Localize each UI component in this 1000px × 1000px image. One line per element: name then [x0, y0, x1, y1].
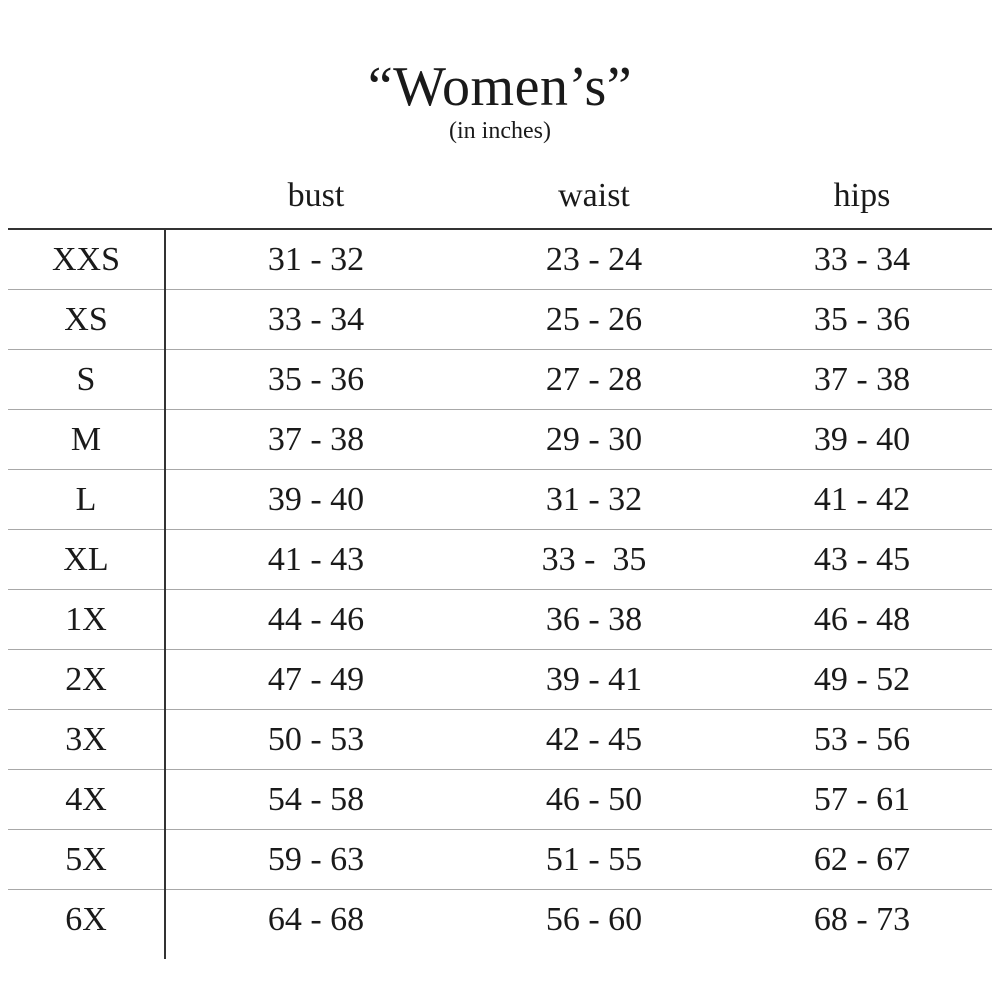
cell-hips: 39 - 40: [813, 421, 911, 458]
cell-bust: 64 - 68: [267, 901, 365, 938]
cell-size: XS: [64, 301, 108, 338]
page-subtitle: (in inches): [449, 118, 551, 144]
cell-waist: 39 - 41: [545, 661, 643, 698]
cell-waist: 56 - 60: [545, 901, 643, 938]
cell-hips: 43 - 45: [813, 541, 911, 578]
cell-waist: 25 - 26: [545, 301, 643, 338]
cell-size: 3X: [65, 721, 107, 758]
cell-bust: 37 - 38: [267, 421, 365, 458]
size-column-divider: [164, 229, 166, 959]
cell-size: XL: [63, 541, 109, 578]
table-row: [8, 410, 992, 470]
cell-bust: 50 - 53: [267, 721, 365, 758]
cell-waist: 29 - 30: [545, 421, 643, 458]
table-row: [8, 650, 992, 710]
cell-waist: 46 - 50: [545, 781, 643, 818]
cell-size: 6X: [65, 901, 107, 938]
table-row: [8, 530, 992, 590]
cell-hips: 53 - 56: [813, 721, 911, 758]
cell-hips: 33 - 34: [813, 241, 911, 278]
cell-size: M: [70, 421, 102, 458]
cell-waist: 51 - 55: [545, 841, 643, 878]
cell-size: 2X: [65, 661, 107, 698]
cell-hips: 37 - 38: [813, 361, 911, 398]
page-title: “Women’s”: [367, 56, 633, 118]
cell-bust: 59 - 63: [267, 841, 365, 878]
table-row: [8, 290, 992, 350]
cell-bust: 44 - 46: [267, 601, 365, 638]
cell-hips: 46 - 48: [813, 601, 911, 638]
column-header-waist: waist: [558, 177, 630, 214]
cell-waist: 33 - 35: [541, 541, 647, 578]
cell-size: 5X: [65, 841, 107, 878]
cell-hips: 62 - 67: [813, 841, 911, 878]
cell-waist: 36 - 38: [545, 601, 643, 638]
cell-size: S: [76, 361, 96, 398]
cell-hips: 57 - 61: [813, 781, 911, 818]
cell-size: XXS: [51, 241, 121, 278]
cell-hips: 35 - 36: [813, 301, 911, 338]
table-row: [8, 830, 992, 890]
cell-hips: 41 - 42: [813, 481, 911, 518]
cell-bust: 47 - 49: [267, 661, 365, 698]
column-header-hips: hips: [833, 177, 891, 214]
cell-bust: 54 - 58: [267, 781, 365, 818]
table-row: [8, 890, 992, 954]
cell-hips: 68 - 73: [813, 901, 911, 938]
size-table-body: [8, 230, 992, 954]
cell-waist: 42 - 45: [545, 721, 643, 758]
cell-bust: 35 - 36: [267, 361, 365, 398]
cell-bust: 31 - 32: [267, 241, 365, 278]
table-row: [8, 350, 992, 410]
table-row: [8, 770, 992, 830]
table-row: [8, 470, 992, 530]
cell-size: 1X: [65, 601, 107, 638]
table-row: [8, 230, 992, 290]
cell-waist: 31 - 32: [545, 481, 643, 518]
cell-hips: 49 - 52: [813, 661, 911, 698]
cell-bust: 41 - 43: [267, 541, 365, 578]
table-row: [8, 590, 992, 650]
cell-waist: 23 - 24: [545, 241, 643, 278]
cell-size: L: [75, 481, 97, 518]
table-row: [8, 710, 992, 770]
column-header-bust: bust: [287, 177, 345, 214]
cell-waist: 27 - 28: [545, 361, 643, 398]
cell-size: 4X: [65, 781, 107, 818]
cell-bust: 39 - 40: [267, 481, 365, 518]
cell-bust: 33 - 34: [267, 301, 365, 338]
